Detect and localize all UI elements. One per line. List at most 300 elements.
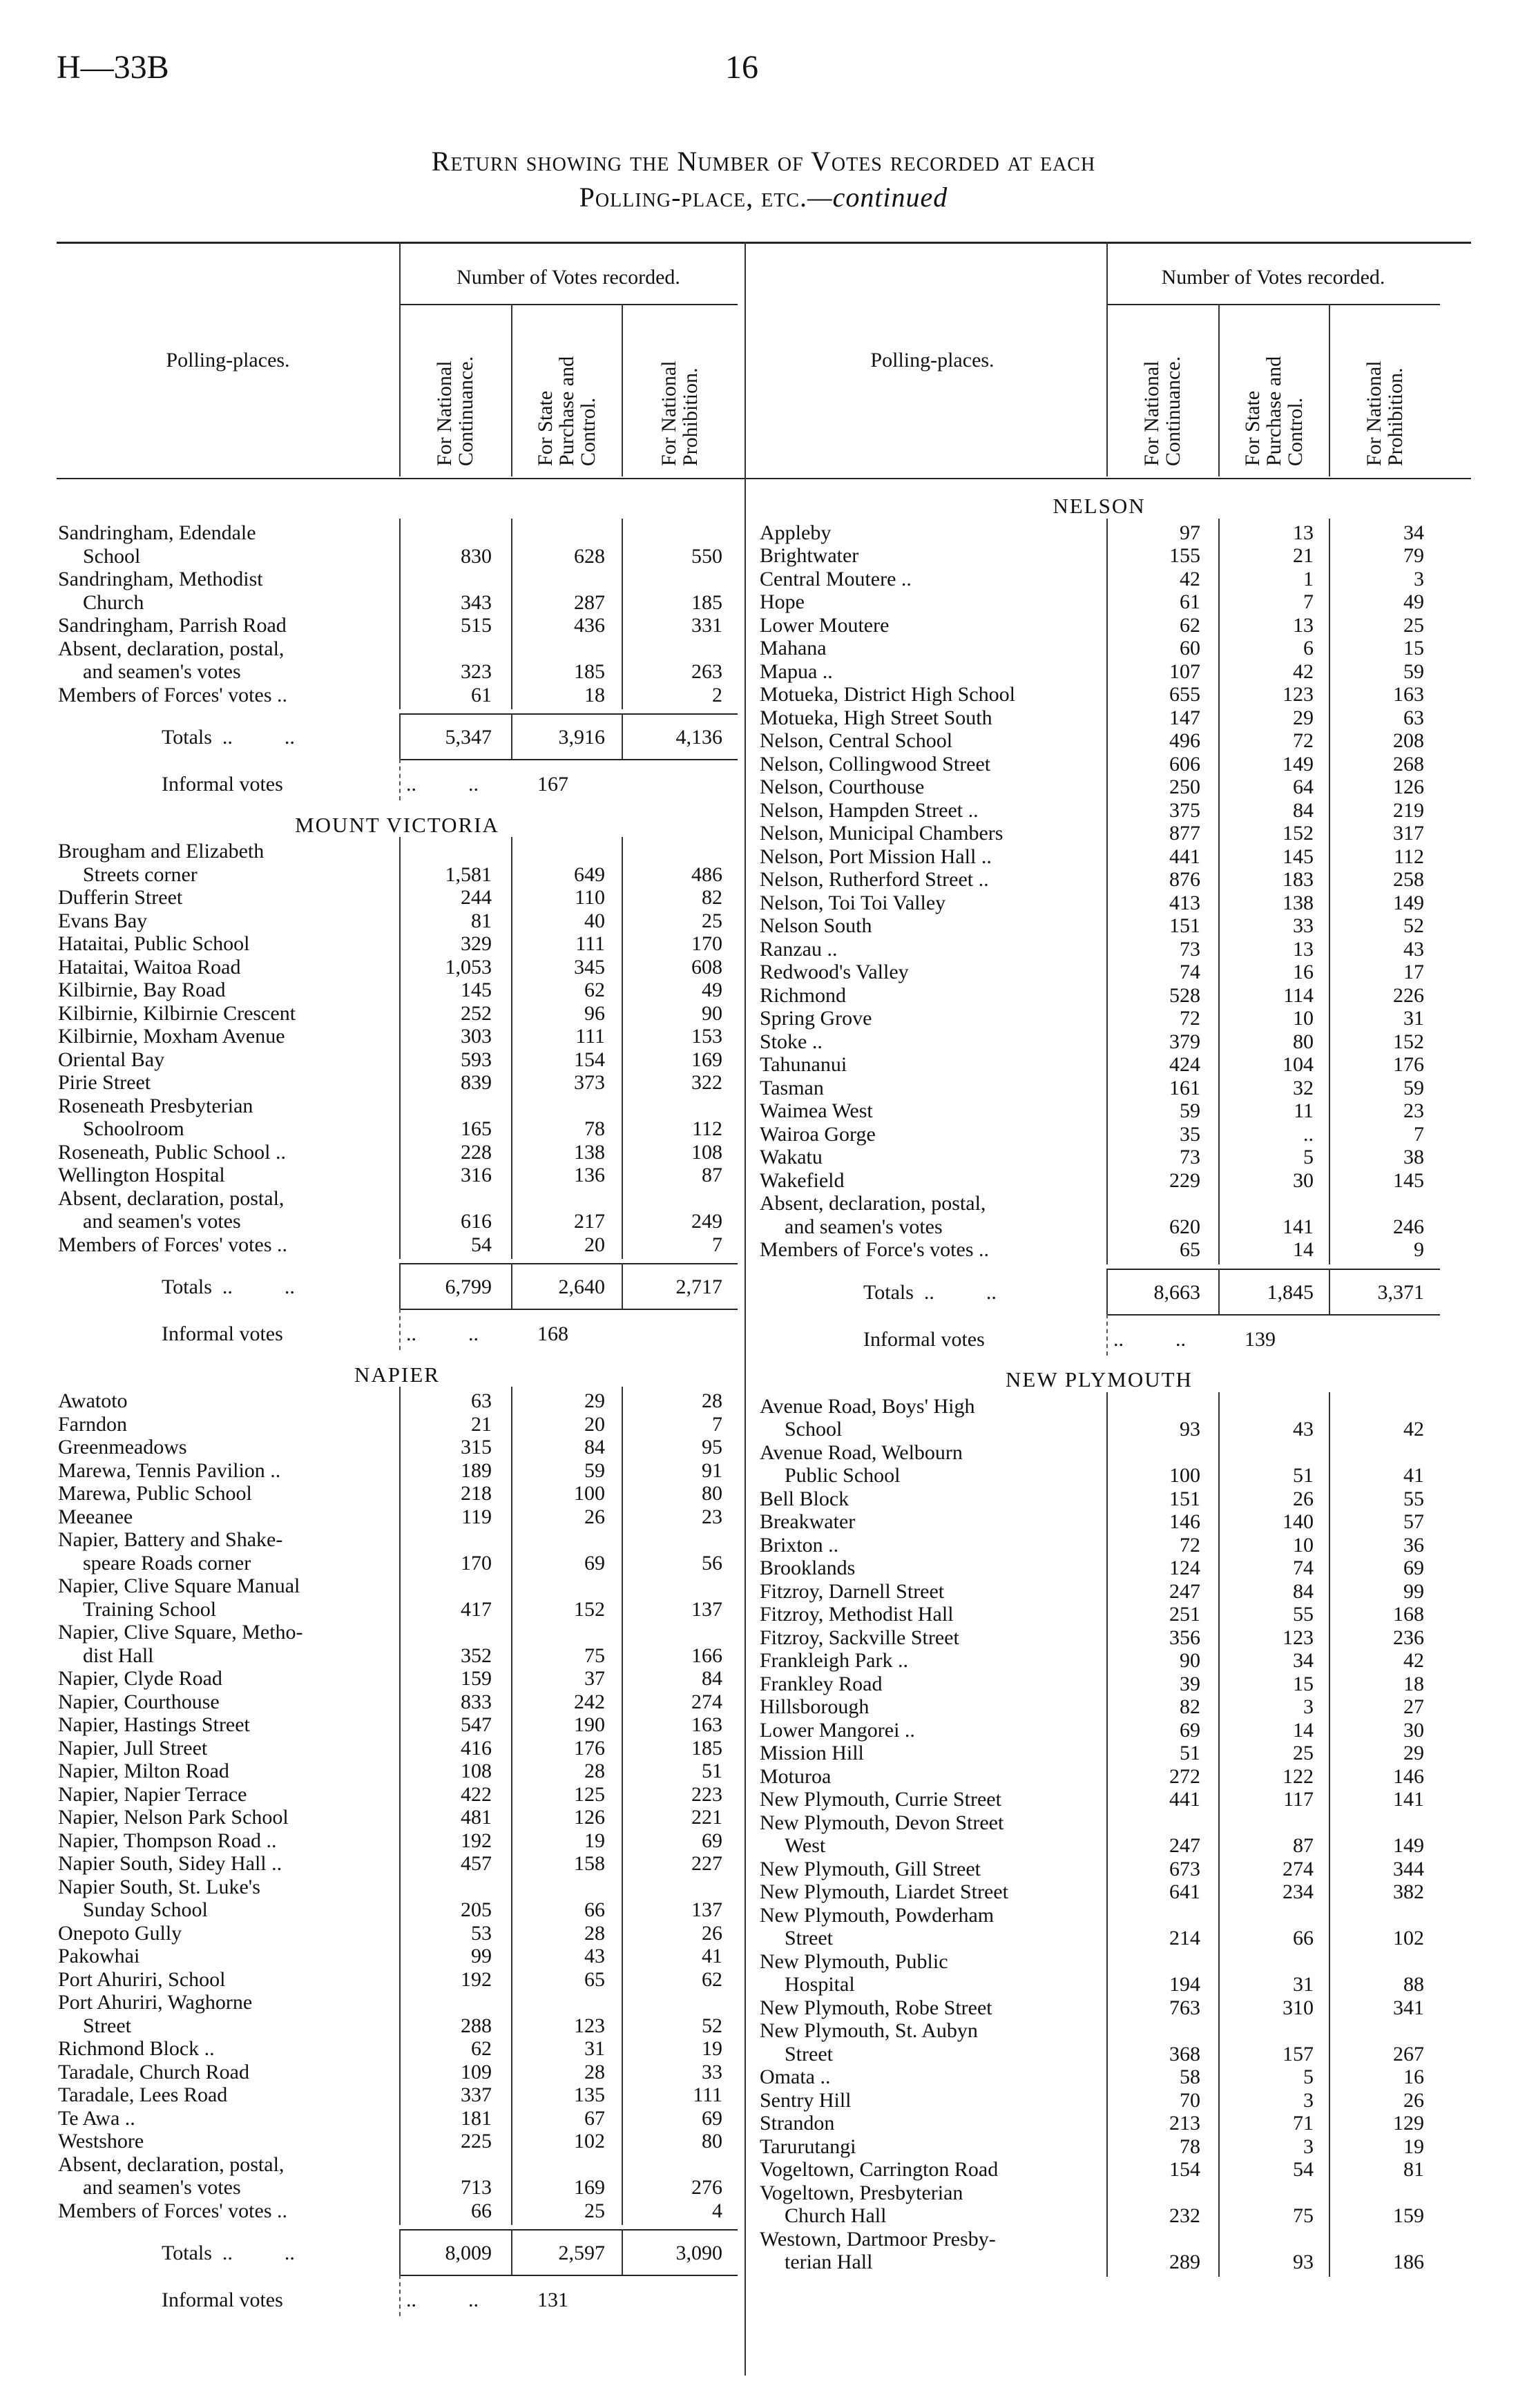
polling-place-name: Absent, declaration, postal, [58,1186,285,1210]
prohibition-value: 87 [702,1164,722,1186]
prohibition-value: 608 [691,955,722,979]
votes-group-rule [1106,304,1440,305]
state-purchase-value: 136 [574,1164,605,1186]
polling-place-name: Richmond Block .. [58,2037,215,2060]
totals-top-rule [1106,1269,1440,1270]
header-divider [1218,304,1220,476]
continuance-value: 441 [1169,1788,1200,1811]
page-identifier: H—33B [57,49,169,86]
continuance-value: 78 [1180,2135,1200,2158]
prohibition-value: 33 [702,2060,722,2083]
continuance-value: 343 [461,590,492,614]
prohibition-value: 7 [712,1412,722,1436]
polling-place-name: Richmond [760,983,846,1007]
polling-place-name-cont: West [785,1834,826,1857]
state-purchase-total: 1,845 [1267,1280,1314,1304]
state-purchase-value: 72 [1293,729,1314,752]
column-divider [399,1387,401,2225]
state-purchase-value: 345 [574,955,605,979]
prohibition-value: 69 [1403,1557,1424,1579]
state-purchase-value: 28 [584,1921,605,1945]
prohibition-value: 82 [702,886,722,909]
column-divider [1218,1392,1220,2277]
totals-divider [622,2229,623,2275]
state-purchase-value: 20 [584,1233,605,1256]
continuance-value: 151 [1169,1487,1200,1510]
prohibition-value: 166 [691,1644,722,1667]
polling-place-name: Lower Moutere [760,613,890,637]
state-purchase-value: 71 [1293,2112,1314,2135]
prohibition-value: 208 [1393,729,1424,752]
prohibition-value: 26 [702,1921,722,1945]
state-purchase-value: 29 [584,1389,605,1412]
polling-place-name-cont: Schoolroom [83,1117,184,1140]
state-purchase-value: 64 [1293,776,1314,798]
continuance-value: 337 [461,2083,492,2106]
polling-place-name: New Plymouth, Liardet Street [760,1880,1008,1903]
state-purchase-value: 185 [574,660,605,683]
state-purchase-total: 3,916 [558,726,605,749]
continuance-value: 109 [461,2060,492,2083]
prohibition-value: 249 [691,1210,722,1233]
prohibition-value: 263 [691,660,722,683]
state-purchase-value: 13 [1293,521,1314,544]
column-header-line: Prohibition. [679,367,702,466]
polling-place-name: Kilbirnie, Moxham Avenue [58,1025,285,1048]
polling-place-name: Frankley Road [760,1672,883,1695]
section-heading: NAPIER [354,1362,440,1387]
state-purchase-value: 26 [584,1505,605,1528]
polling-place-name: Napier South, St. Luke's [58,1875,260,1898]
continuance-value: 316 [461,1164,492,1186]
polling-place-name: Motueka, District High School [760,683,1015,706]
polling-place-name: Napier, Clive Square, Metho- [58,1621,303,1644]
continuance-value: 35 [1180,1122,1200,1146]
column-header-line: Continuance. [1162,356,1184,466]
state-purchase-value: 18 [584,683,605,706]
polling-place-name: Roseneath, Public School .. [58,1140,286,1164]
polling-place-name-cont: and seamen's votes [83,1210,241,1233]
totals-divider [511,2229,512,2275]
continuance-value: 66 [471,2199,492,2222]
polling-place-name: Wellington Hospital [58,1164,225,1186]
prohibition-value: 223 [691,1782,722,1806]
polling-place-name: Nelson, Hampden Street .. [760,798,979,822]
continuance-value: 368 [1169,2042,1200,2065]
continuance-value: 108 [461,1760,492,1782]
prohibition-value: 267 [1393,2042,1424,2065]
prohibition-value: 331 [691,614,722,637]
column-header-line: Purchase and [555,356,578,466]
prohibition-value: 7 [712,1233,722,1256]
polling-place-name: Greenmeadows [58,1436,187,1458]
column-divider [1329,519,1330,1264]
state-purchase-value: 55 [1293,1603,1314,1626]
prohibition-value: 274 [691,1690,722,1713]
informal-dots: .. .. [1113,1327,1186,1351]
page-center-divider [745,476,746,2376]
state-purchase-value: 373 [574,1071,605,1094]
totals-divider [1218,1269,1220,1314]
continuance-value: 1,581 [445,863,492,886]
continuance-value: 616 [461,1210,492,1233]
state-purchase-value: 33 [1293,914,1314,937]
state-purchase-value: 190 [574,1713,605,1736]
polling-place-name: Motueka, High Street South [760,706,992,729]
state-purchase-value: 30 [1293,1168,1314,1192]
prohibition-value: 25 [1403,613,1424,637]
state-purchase-value: 104 [1283,1053,1314,1076]
column-header-line: Continuance. [454,356,477,466]
state-purchase-value: 43 [584,1945,605,1967]
header-bottom-rule [57,478,1471,479]
totals-divider [399,1263,401,1309]
header-divider [622,304,623,476]
polling-place-name: Mission Hill [760,1742,864,1764]
prohibition-value: 236 [1393,1626,1424,1649]
continuance-value: 839 [461,1071,492,1094]
polling-place-name: Napier, Jull Street [58,1736,208,1760]
prohibition-value: 18 [1403,1672,1424,1695]
prohibition-value: 91 [702,1458,722,1482]
polling-place-name: Hillsborough [760,1695,870,1718]
state-purchase-value: 66 [1293,1927,1314,1949]
continuance-value: 528 [1169,983,1200,1007]
polling-place-name: Evans Bay [58,909,148,932]
table-title: Return showing the Number of Votes recorded at each [431,146,1096,177]
polling-place-name: Breakwater [760,1510,856,1533]
prohibition-value: 226 [1393,983,1424,1007]
polling-place-name: Absent, declaration, postal, [58,637,285,660]
prohibition-value: 3 [1414,567,1424,590]
column-divider [622,519,623,709]
polling-place-name: Meeanee [58,1505,133,1528]
polling-place-name: Mapua .. [760,659,833,683]
prohibition-value: 159 [1393,2204,1424,2227]
section-heading: MOUNT VICTORIA [295,812,499,837]
polling-place-name: Fitzroy, Darnell Street [760,1579,945,1603]
state-purchase-value: 15 [1293,1672,1314,1695]
state-purchase-value: 84 [584,1436,605,1458]
prohibition-value: 382 [1393,1880,1424,1903]
polling-place-name: Sandringham, Edendale [58,521,256,544]
polling-place-name: Wakatu [760,1146,823,1168]
column-header-line: For National [1140,360,1163,466]
state-purchase-value: 154 [574,1048,605,1071]
polling-place-name: Mahana [760,637,827,659]
prohibition-value: 69 [702,2106,722,2130]
prohibition-value: 30 [1403,1718,1424,1742]
continuance-value: 323 [461,660,492,683]
prohibition-value: 145 [1393,1168,1424,1192]
polling-place-name-cont: Church [83,590,144,614]
state-purchase-value: 111 [575,1025,605,1048]
prohibition-value: 36 [1403,1533,1424,1557]
state-purchase-value: 217 [574,1210,605,1233]
continuance-total: 5,347 [445,726,492,749]
polling-place-name: Sentry Hill [760,2088,852,2112]
prohibition-value: 69 [702,1829,722,1852]
votes-recorded-header: Number of Votes recorded. [1161,266,1385,289]
state-purchase-value: 11 [1294,1099,1314,1122]
column-divider [622,1387,623,2225]
polling-place-name: Members of Forces' votes .. [58,2199,288,2222]
state-purchase-value: 242 [574,1690,605,1713]
prohibition-value: 81 [1403,2158,1424,2181]
state-purchase-value: 145 [1283,845,1314,868]
polling-place-name: Nelson South [760,914,872,937]
continuance-value: 481 [461,1806,492,1829]
polling-place-name: Waimea West [760,1099,873,1122]
prohibition-value: 23 [1403,1099,1424,1122]
continuance-value: 422 [461,1782,492,1806]
polling-place-name: New Plymouth, Devon Street [760,1811,1004,1834]
totals-top-rule [399,713,738,715]
state-purchase-value: 59 [584,1458,605,1482]
continuance-value: 620 [1169,1215,1200,1238]
prohibition-value: 163 [691,1713,722,1736]
prohibition-value: 49 [1403,590,1424,613]
continuance-value: 413 [1169,891,1200,914]
polling-place-name: Nelson, Collingwood Street [760,752,991,776]
column-header-line: Control. [576,397,599,466]
prohibition-value: 112 [692,1117,722,1140]
state-purchase-value: 67 [584,2106,605,2130]
polling-place-name-cont: Street [785,1927,833,1949]
state-purchase-value: 3 [1303,1695,1314,1718]
totals-label: Totals .. .. [162,2242,295,2264]
polling-place-name: Pakowhai [58,1945,140,1967]
informal-divider [399,1309,401,1350]
continuance-value: 194 [1169,1973,1200,1996]
continuance-value: 155 [1169,544,1200,567]
polling-place-name: Taradale, Church Road [58,2060,249,2083]
prohibition-value: 43 [1403,937,1424,961]
state-purchase-value: 436 [574,614,605,637]
continuance-value: 272 [1169,1764,1200,1788]
prohibition-value: 258 [1393,868,1424,891]
column-header-line: For National [1362,360,1385,466]
continuance-value: 192 [461,1967,492,1991]
continuance-value: 247 [1169,1579,1200,1603]
continuance-value: 417 [461,1597,492,1621]
polling-place-name: Sandringham, Methodist [58,568,263,590]
continuance-value: 424 [1169,1053,1200,1076]
state-purchase-value: 5 [1303,2065,1314,2088]
state-purchase-total: 2,597 [558,2242,605,2264]
continuance-value: 58 [1180,2065,1200,2088]
prohibition-value: 62 [702,1967,722,1991]
informal-votes-label: Informal votes [863,1327,985,1351]
continuance-value: 833 [461,1690,492,1713]
continuance-value: 441 [1169,845,1200,868]
column-header-prohibition [658,361,701,466]
continuance-value: 59 [1180,1099,1200,1122]
continuance-value: 93 [1180,1418,1200,1441]
continuance-value: 213 [1169,2112,1200,2135]
state-purchase-value: 135 [574,2083,605,2106]
polling-places-header: Polling-places. [870,349,995,372]
polling-place-name: Vogeltown, Carrington Road [760,2158,999,2181]
prohibition-value: 102 [1393,1927,1424,1949]
state-purchase-value: 310 [1283,1996,1314,2019]
continuance-value: 61 [471,683,492,706]
state-purchase-value: 28 [584,2060,605,2083]
votes-recorded-header: Number of Votes recorded. [457,266,680,289]
prohibition-value: 486 [691,863,722,886]
continuance-value: 303 [461,1025,492,1048]
continuance-total: 8,663 [1153,1280,1200,1304]
polling-place-name: Spring Grove [760,1007,872,1030]
state-purchase-value: 100 [574,1482,605,1505]
continuance-value: 51 [1180,1742,1200,1764]
prohibition-value: 4 [712,2199,722,2222]
polling-place-name: Oriental Bay [58,1048,165,1071]
prohibition-value: 185 [691,590,722,614]
prohibition-value: 52 [1403,914,1424,937]
column-divider [511,519,512,709]
totals-divider [622,713,623,759]
prohibition-value: 52 [702,2014,722,2037]
state-purchase-value: 114 [1283,983,1314,1007]
state-purchase-value: 1 [1303,567,1314,590]
prohibition-value: 268 [1393,752,1424,776]
continuance-value: 72 [1180,1533,1200,1557]
state-purchase-value: 40 [584,909,605,932]
prohibition-value: 137 [691,1597,722,1621]
state-purchase-value: 152 [1283,822,1314,845]
continuance-value: 379 [1169,1030,1200,1053]
polling-place-name: Members of Force's votes .. [760,1238,990,1261]
polling-place-name: New Plymouth, Robe Street [760,1996,992,2019]
state-purchase-value: 140 [1283,1510,1314,1533]
state-purchase-value: 51 [1293,1464,1314,1487]
prohibition-value: 57 [1403,1510,1424,1533]
state-purchase-value: 96 [584,1001,605,1025]
informal-votes-label: Informal votes [162,2289,283,2311]
polling-place-name: Omata .. [760,2065,831,2088]
state-purchase-value: 54 [1293,2158,1314,2181]
prohibition-value: 276 [691,2176,722,2199]
state-purchase-value: 123 [1283,1626,1314,1649]
polling-place-name: Hataitai, Public School [58,932,250,955]
continuance-total: 6,799 [445,1275,492,1298]
prohibition-value: 169 [691,1048,722,1071]
header-top-rule [57,242,1471,244]
polling-place-name: Taradale, Lees Road [58,2083,228,2106]
state-purchase-value: 42 [1293,659,1314,683]
continuance-value: 244 [461,886,492,909]
continuance-value: 90 [1180,1649,1200,1672]
prohibition-value: 38 [1403,1146,1424,1168]
continuance-value: 763 [1169,1996,1200,2019]
prohibition-value: 25 [702,909,722,932]
state-purchase-value: 34 [1293,1649,1314,1672]
informal-divider [399,2275,401,2316]
prohibition-total: 3,371 [1377,1280,1424,1304]
polling-place-name: Dufferin Street [58,886,183,909]
polling-place-name: Fitzroy, Sackville Street [760,1626,959,1649]
polling-place-name: Moturoa [760,1764,832,1788]
column-header-line: Prohibition. [1383,367,1407,466]
continuance-value: 39 [1180,1672,1200,1695]
state-purchase-value: 183 [1283,868,1314,891]
state-purchase-value: 75 [1293,2204,1314,2227]
continuance-value: 100 [1169,1464,1200,1487]
continuance-value: 61 [1180,590,1200,613]
prohibition-value: 26 [1403,2088,1424,2112]
totals-top-rule [399,1263,738,1264]
polling-place-name: Central Moutere .. [760,567,912,590]
continuance-value: 289 [1169,2251,1200,2273]
state-purchase-value: 93 [1293,2251,1314,2273]
polling-place-name: Kilbirnie, Kilbirnie Crescent [58,1001,296,1025]
polling-place-name: New Plymouth, Currie Street [760,1788,1001,1811]
prohibition-value: 170 [691,932,722,955]
continuance-value: 81 [471,909,492,932]
prohibition-value: 112 [1394,845,1424,868]
prohibition-value: 149 [1393,1834,1424,1857]
totals-divider [1106,1269,1108,1314]
prohibition-value: 59 [1403,1076,1424,1099]
continuance-value: 146 [1169,1510,1200,1533]
polling-place-name: Farndon [58,1412,127,1436]
continuance-value: 232 [1169,2204,1200,2227]
polling-place-name: Strandon [760,2112,835,2135]
polling-place-name-cont: Sunday School [83,1898,208,1921]
informal-votes-value: 167 [537,773,568,796]
totals-divider [1329,1269,1330,1314]
state-purchase-value: 25 [1293,1742,1314,1764]
continuance-value: 119 [461,1505,492,1528]
page-center-divider [745,242,746,476]
polling-place-name: Fitzroy, Methodist Hall [760,1603,954,1626]
totals-bottom-rule [1106,1314,1440,1316]
polling-place-name: Marewa, Tennis Pavilion .. [58,1458,281,1482]
polling-places-header: Polling-places. [166,349,290,372]
continuance-value: 154 [1169,2158,1200,2181]
informal-votes-label: Informal votes [162,773,283,796]
prohibition-value: 79 [1403,544,1424,567]
header-divider [511,304,512,476]
prohibition-value: 55 [1403,1487,1424,1510]
continuance-value: 356 [1169,1626,1200,1649]
polling-place-name: Tahunanui [760,1053,847,1076]
prohibition-value: 16 [1403,2065,1424,2088]
informal-dots: .. .. [406,2289,479,2311]
polling-place-name: Napier, Nelson Park School [58,1806,289,1829]
prohibition-total: 4,136 [675,726,722,749]
prohibition-value: 99 [1403,1579,1424,1603]
prohibition-value: 152 [1393,1030,1424,1053]
continuance-value: 62 [471,2037,492,2060]
polling-place-name: Avenue Road, Welbourn [760,1441,963,1464]
informal-divider [1106,1314,1108,1356]
state-purchase-value: 13 [1293,613,1314,637]
continuance-value: 229 [1169,1168,1200,1192]
state-purchase-value: 20 [584,1412,605,1436]
state-purchase-value: 66 [584,1898,605,1921]
prohibition-value: 137 [691,1898,722,1921]
state-purchase-value: 169 [574,2176,605,2199]
state-purchase-value: 117 [1283,1788,1314,1811]
polling-place-name: Awatoto [58,1389,128,1412]
continuance-value: 641 [1169,1880,1200,1903]
column-divider [1106,1392,1108,2277]
prohibition-value: 550 [691,544,722,568]
totals-label: Totals .. .. [863,1280,997,1304]
continuance-value: 82 [1180,1695,1200,1718]
